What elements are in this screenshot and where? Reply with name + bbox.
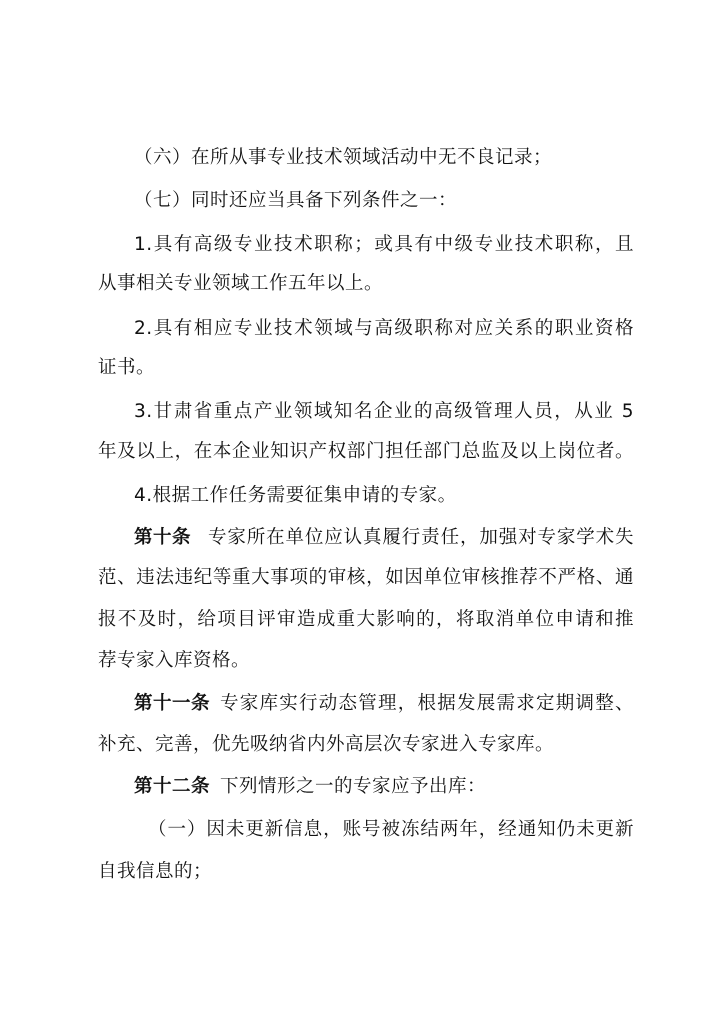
condition-1-line-1: 1.具有高级专业技术职称；或具有中级专业技术职称，且 (134, 234, 634, 255)
condition-3-line-1: 3.甘肃省重点产业领域知名企业的高级管理人员，从业 5 (134, 401, 634, 422)
article-12-line-1: 下列情形之一的专家应予出库： (220, 776, 487, 797)
article-10-heading: 第十条 (134, 527, 192, 548)
article-10-line-4: 荐专家入库资格。 (98, 650, 251, 671)
condition-3-line-2: 年及以上，在本企业知识产权部门担任部门总监及以上岗位者。 (98, 441, 634, 462)
article-10-line-3: 报不及时，给项目评审造成重大影响的，将取消单位申请和推 (98, 609, 634, 630)
article-12-heading: 第十二条 (134, 776, 211, 797)
item-1-line-2: 自我信息的； (98, 861, 213, 882)
article-10-line-1: 专家所在单位应认真履行责任，加强对专家学术失 (208, 527, 634, 548)
article-10-label (134, 526, 200, 550)
item-6: （六）在所从事专业技术领域活动中无不良记录； (134, 147, 553, 168)
item-1-line-1: （一）因未更新信息，账号被冻结两年，经通知仍未更新 (148, 819, 634, 840)
article-11-heading: 第十一条 (134, 693, 211, 714)
article-11-line-2: 补充、完善，优先吸纳省内外高层次专家进入专家库。 (98, 734, 555, 755)
condition-2-line-1: 2.具有相应专业技术领域与高级职称对应关系的职业资格 (134, 318, 634, 339)
article-11-line-1: 专家库实行动态管理，根据发展需求定期调整、 (220, 693, 634, 714)
article-12-label (134, 775, 214, 799)
condition-4: 4.根据工作任务需要征集申请的专家。 (134, 485, 457, 506)
article-10-line-2: 范、违法违纪等重大事项的审核，如因单位审核推荐不严格、通 (98, 567, 634, 588)
condition-1-line-2: 从事相关专业领域工作五年以上。 (98, 273, 384, 294)
article-11-label (134, 692, 214, 716)
item-7: （七）同时还应当具备下列条件之一： (134, 190, 458, 211)
condition-2-line-2: 证书。 (98, 357, 156, 378)
